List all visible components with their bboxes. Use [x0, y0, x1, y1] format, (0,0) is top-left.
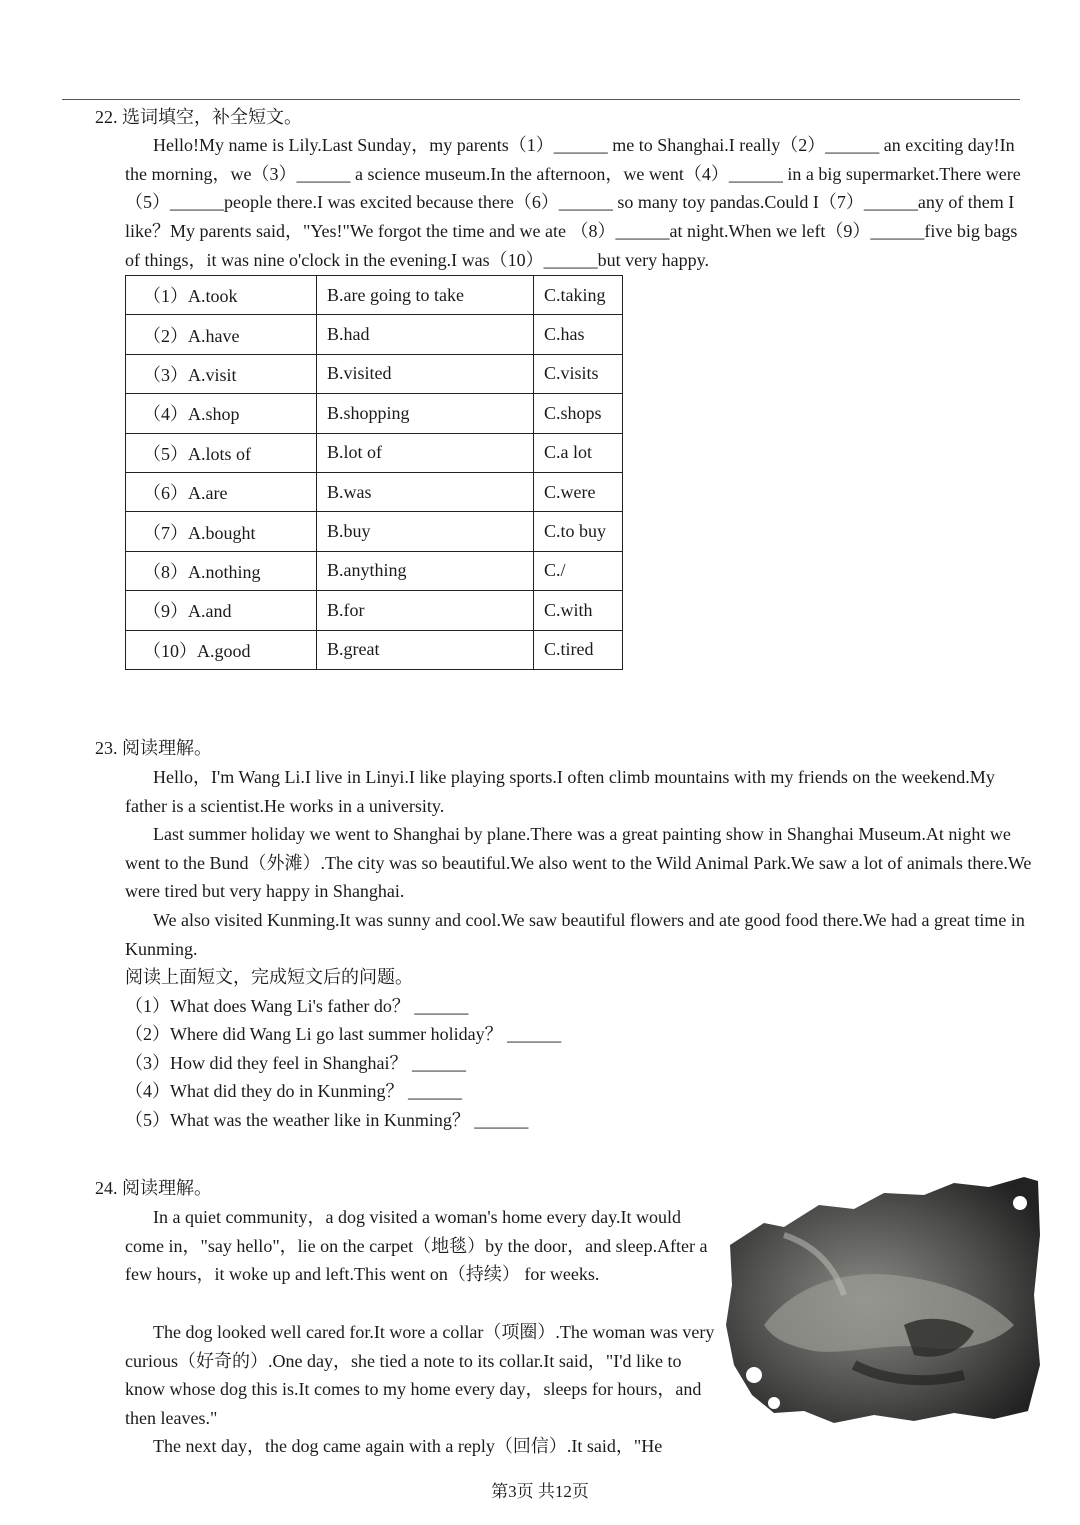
option-cell: C.has [534, 315, 623, 354]
q23-paragraph-3: We also visited Kunming.It was sunny and cool.We saw beautiful flowers and ate good food there.We had a great time in Kunming. [125, 910, 1025, 959]
option-cell: （5）A.lots of [126, 433, 317, 472]
q22-passage: Hello!My name is Lily.Last Sunday，my parents（1）______ me to Shanghai.I really（2）______ an exciting day!In the morning，we（3）______ a science museum.In the afternoon，we went（4）______ in a big supermarket.There were（5）______people there.I was excited because there（6）______ so many toy pandas.Could I（7）______any of them I like？My parents said，"Yes!"We forgot the time and we ate （8）______at night.When we left（9）______five big bags of things，it was nine o'clock in the evening.I was（10）______but very happy. [125, 135, 1021, 270]
option-cell: （9）A.and [126, 591, 317, 630]
q23-instruction: 阅读上面短文，完成短文后的问题。 [125, 967, 413, 987]
option-cell: （3）A.visit [126, 354, 317, 393]
option-cell: C.shops [534, 394, 623, 433]
q22-title: 22. 选词填空，补全短文。 [95, 107, 302, 127]
option-cell: C.to buy [534, 512, 623, 551]
option-cell: C./ [534, 551, 623, 590]
option-cell: B.had [317, 315, 534, 354]
q24-paragraph-2: The dog looked well cared for.It wore a collar（项圈）.The woman was very curious（好奇的）.One day，she tied a note to its collar.It said，"I'd like to know whose dog this is.It comes to my home every day，sleeps for hours，and then leaves." [125, 1322, 715, 1429]
option-cell: B.great [317, 630, 534, 669]
option-row [126, 433, 623, 472]
q23-paragraph-1: Hello，I'm Wang Li.I live in Linyi.I like playing sports.I often climb mountains with my friends on the weekend.My father is a scientist.He works in a university. [125, 767, 995, 816]
option-cell: C.were [534, 472, 623, 511]
option-row [126, 551, 623, 590]
q23-question-2: （2）Where did Wang Li go last summer holiday？ ______ [125, 1024, 562, 1044]
option-cell: C.with [534, 591, 623, 630]
option-cell: （7）A.bought [126, 512, 317, 551]
option-row [126, 276, 623, 315]
option-cell: （1）A.took [126, 276, 317, 315]
option-cell: B.are going to take [317, 276, 534, 315]
option-cell: B.for [317, 591, 534, 630]
q24-paragraph-3: The next day，the dog came again with a reply（回信）.It said，"He [153, 1436, 663, 1456]
sleeping-dog-photo [724, 1175, 1040, 1425]
q23-paragraph-2: Last summer holiday we went to Shanghai by plane.There was a great painting show in Shanghai Museum.At night we went to the Bund（外滩）.The city was so beautiful.We also went to the Wild Animal Park.We saw a lot of animals there.We were tired but very happy in Shanghai. [125, 824, 1032, 902]
option-row [126, 354, 623, 393]
q23-question-4: （4）What did they do in Kunming？ ______ [125, 1081, 462, 1101]
option-cell: B.shopping [317, 394, 534, 433]
page-footer: 第3页 共12页 [491, 1482, 589, 1501]
option-cell: B.visited [317, 354, 534, 393]
option-cell: B.lot of [317, 433, 534, 472]
q24-paragraph-1: In a quiet community，a dog visited a woman's home every day.It would come in，"say hello"，lie on the carpet（地毯）by the door，and sleep.After a few hours，it woke up and left.This went on（持续） for weeks. [125, 1207, 708, 1285]
option-cell: （4）A.shop [126, 394, 317, 433]
option-cell: C.visits [534, 354, 623, 393]
option-cell: B.was [317, 472, 534, 511]
q23-question-5: （5）What was the weather like in Kunming？ ______ [125, 1110, 529, 1130]
q22-options-table [125, 275, 623, 670]
option-row [126, 630, 623, 669]
option-cell: C.taking [534, 276, 623, 315]
option-row [126, 315, 623, 354]
option-cell: （6）A.are [126, 472, 317, 511]
q23-question-3: （3）How did they feel in Shanghai？ ______ [125, 1053, 466, 1073]
q24-title: 24. 阅读理解。 [95, 1178, 212, 1198]
option-cell: B.anything [317, 551, 534, 590]
header-rule [62, 99, 1020, 100]
option-row [126, 591, 623, 630]
q23-question-1: （1）What does Wang Li's father do？ ______ [125, 996, 469, 1016]
option-cell: C.a lot [534, 433, 623, 472]
option-cell: B.buy [317, 512, 534, 551]
option-row [126, 512, 623, 551]
option-cell: （10）A.good [126, 630, 317, 669]
option-cell: C.tired [534, 630, 623, 669]
option-row [126, 394, 623, 433]
option-cell: （8）A.nothing [126, 551, 317, 590]
option-cell: （2）A.have [126, 315, 317, 354]
option-row [126, 472, 623, 511]
q23-title: 23. 阅读理解。 [95, 738, 212, 758]
